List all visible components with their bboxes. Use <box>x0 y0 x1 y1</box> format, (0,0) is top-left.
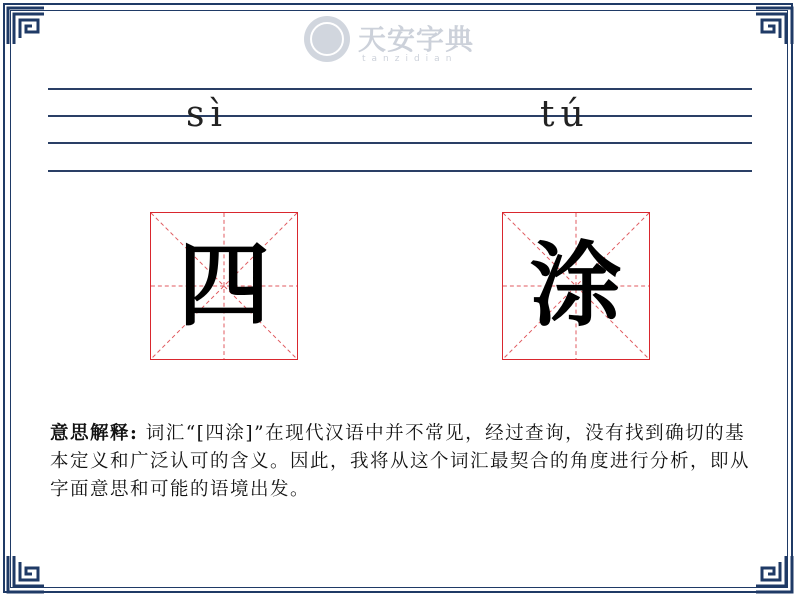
staff-line <box>48 115 752 117</box>
corner-ornament-bottom-left <box>6 554 46 594</box>
staff-line <box>48 170 752 172</box>
hanzi-second: 涂 <box>529 232 622 339</box>
watermark-logo <box>300 14 500 70</box>
logo-subtitle: tanzidian <box>362 54 458 64</box>
character-grid-second <box>502 212 650 360</box>
logo-name: 天安字典 <box>358 23 475 56</box>
pinyin-first: sì <box>186 94 228 135</box>
staff-line <box>48 142 752 144</box>
pinyin-staff <box>48 88 752 172</box>
character-grid-first <box>150 212 298 360</box>
staff-line <box>48 88 752 90</box>
explanation-paragraph <box>50 420 755 504</box>
hanzi-first: 四 <box>177 232 270 339</box>
explanation-label: 意思解释: <box>50 423 139 444</box>
explanation-text: 词汇“[四涂]”在现代汉语中并不常见，经过查询，没有找到确切的基本定义和广泛认可的含义。因此，我将从这个词汇最契合的角度进行分析，即从字面意思和可能的语境出发。 <box>50 423 751 500</box>
corner-ornament-top-right <box>754 6 794 46</box>
pinyin-second: tú <box>540 94 590 135</box>
corner-ornament-top-left <box>6 6 46 46</box>
corner-ornament-bottom-right <box>754 554 794 594</box>
logo-seal-icon <box>304 16 350 62</box>
